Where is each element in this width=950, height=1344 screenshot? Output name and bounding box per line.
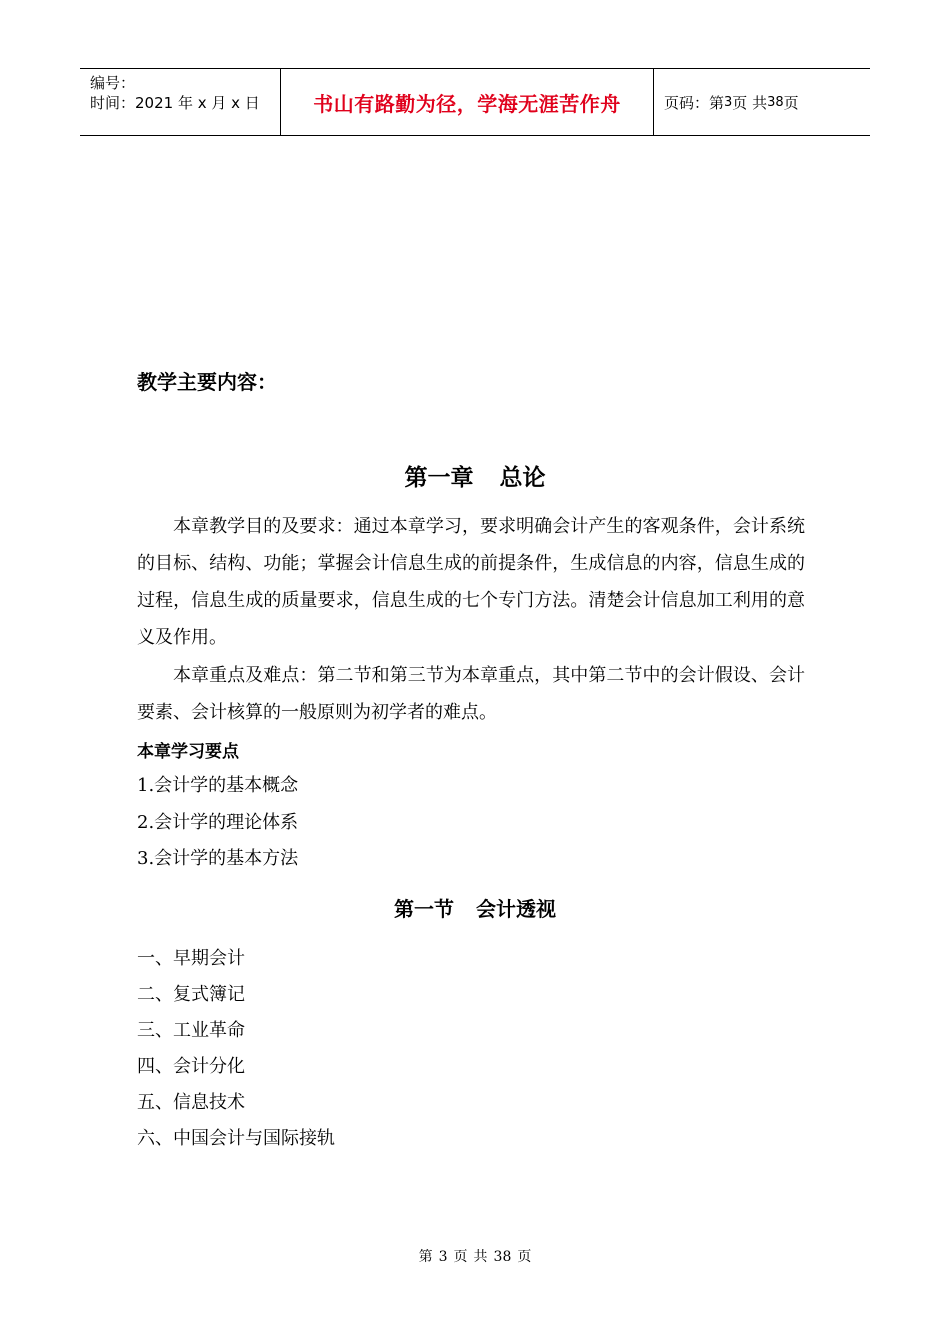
section-name: 会计透视 bbox=[476, 897, 556, 921]
key-points-paragraph: 本章重点及难点：第二节和第三节为本章重点，其中第二节中的会计假设、会计要素、会计核算的一般原则为初学者的难点。 bbox=[137, 665, 805, 723]
section-item-4: 四、会计分化 bbox=[137, 1056, 245, 1077]
study-point-3: 3.会计学的基本方法 bbox=[137, 848, 299, 869]
chapter-title bbox=[0, 459, 950, 492]
section-number: 第一节 bbox=[394, 897, 454, 921]
footer-page-number: 3 bbox=[438, 1249, 448, 1265]
time-label: 时间：2021 年 x 月 x 日 bbox=[90, 94, 260, 112]
section-item-2: 二、复式簿记 bbox=[137, 984, 245, 1005]
footer-ye-end: 页 bbox=[517, 1249, 532, 1265]
section-item-6: 六、中国会计与国际接轨 bbox=[137, 1128, 335, 1149]
teaching-content-heading: 教学主要内容： bbox=[137, 370, 277, 394]
footer-page-total: 38 bbox=[493, 1249, 512, 1265]
page-label: 页码：第 bbox=[664, 93, 725, 112]
section-item-3: 三、工业革命 bbox=[137, 1020, 245, 1041]
page-total: 38 bbox=[767, 94, 784, 110]
number-label: 编号： bbox=[90, 74, 136, 92]
page-number: 3 bbox=[724, 94, 733, 110]
page-footer bbox=[0, 1246, 950, 1266]
section-item-5: 五、信息技术 bbox=[137, 1092, 245, 1113]
objectives-paragraph: 本章教学目的及要求：通过本章学习，要求明确会计产生的客观条件，会计系统的目标、结构、功能；掌握会计信息生成的前提条件，生成信息的内容，信息生成的过程，信息生成的质量要求，信息生成的七个专门方法。清楚会计信息加工利用的意义及作用。 bbox=[137, 516, 805, 648]
page-header bbox=[80, 68, 870, 136]
page-end: 页 bbox=[783, 93, 799, 112]
study-point-1: 1.会计学的基本概念 bbox=[137, 775, 299, 796]
chapter-name: 总论 bbox=[499, 464, 546, 491]
study-point-2: 2.会计学的理论体系 bbox=[137, 812, 299, 833]
header-page-info bbox=[654, 69, 870, 135]
footer-gong: 共 bbox=[473, 1249, 488, 1265]
header-meta bbox=[80, 69, 281, 135]
page-mid: 页 共 bbox=[732, 93, 768, 112]
section-title bbox=[0, 893, 950, 922]
footer-ye: 页 bbox=[453, 1249, 468, 1265]
footer-di: 第 bbox=[418, 1249, 433, 1265]
study-points-heading: 本章学习要点 bbox=[137, 742, 239, 762]
header-motto: 书山有路勤为径，学海无涯苦作舟 bbox=[281, 69, 654, 135]
chapter-number: 第一章 bbox=[404, 464, 474, 491]
section-item-1: 一、早期会计 bbox=[137, 948, 245, 969]
